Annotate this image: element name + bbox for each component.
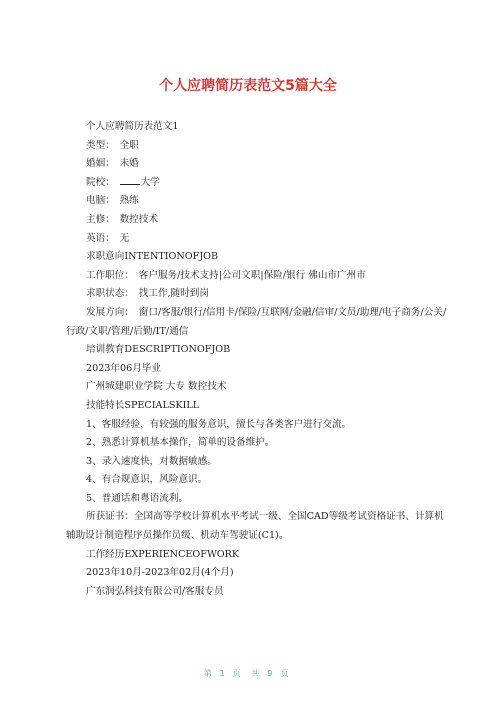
blank-underline (120, 175, 140, 185)
footer-total-pages: 9 (267, 669, 277, 678)
text-line: 电脑： 熟练 (86, 195, 139, 207)
page-footer (0, 668, 496, 679)
text-line: 1、客服经验，有较强的服务意识，擅长与各类客户进行交流。 (86, 418, 352, 430)
footer-label-page: 第 (203, 669, 216, 678)
footer-label-end: 页 (280, 669, 293, 678)
text-line: 所获证书：全国高等学校计算机水平考试一级、全国CAD等级考试资格证书、计算机辅助设计制造程序员操作员级、机动车驾驶证(C1)。 (66, 511, 444, 542)
school-label: 院校： (86, 176, 120, 188)
section-heading: 求职意向INTENTIONOFJOB (86, 251, 219, 263)
text-line: 个人应聘简历表范文1 (86, 121, 179, 132)
document-body (66, 118, 448, 601)
text-line: 4、有合规意识，风险意识。 (86, 474, 208, 486)
footer-label-of: 页 共 (232, 669, 264, 678)
footer-page-number: 1 (219, 669, 229, 678)
text-line: 广东润弘科技有限公司/客服专员 (86, 585, 224, 597)
text-line: 求职状态： 找工作,随时到岗 (86, 288, 209, 300)
text-line: 2023年10月-2023年02月(4个月) (86, 567, 234, 579)
text-line: 工作职位： 客户服务/技术支持|公司文职|保险/银行 佛山市广州市 (86, 269, 366, 281)
section-heading: 工作经历EXPERIENCEOFWORK (86, 548, 240, 560)
section-heading: 培训教育DESCRIPTIONOFJOB (86, 344, 231, 356)
section-heading: 技能特长SPECIALSKILL (86, 399, 200, 411)
school-suffix: 大学 (140, 176, 160, 188)
text-line: 主修： 数控技术 (86, 213, 158, 225)
text-line: 2、熟悉计算机基本操作，简单的设备维护。 (86, 437, 275, 449)
school-line (66, 174, 448, 193)
text-line: 5、普通话和粤语流利。 (86, 492, 189, 504)
text-line: 类型： 全职 (86, 139, 139, 151)
text-line: 英语： 无 (86, 232, 130, 244)
text-line: 3、录入速度快，对数据敏感。 (86, 455, 217, 467)
text-line: 2023年06月毕业 (86, 362, 161, 374)
page-title: 个人应聘简历表范文5篇大全 (159, 78, 337, 94)
text-line: 广州城建职业学院 大专 数控技术 (86, 381, 227, 393)
text-line: 婚姻： 未婚 (86, 158, 139, 170)
text-line: 发展方向： 窗口/客服/银行/信用卡/保险/互联网/金融/信审/文员/助理/电子商务/公关/行政/文职/管理/后勤/IT/通信 (66, 306, 447, 337)
